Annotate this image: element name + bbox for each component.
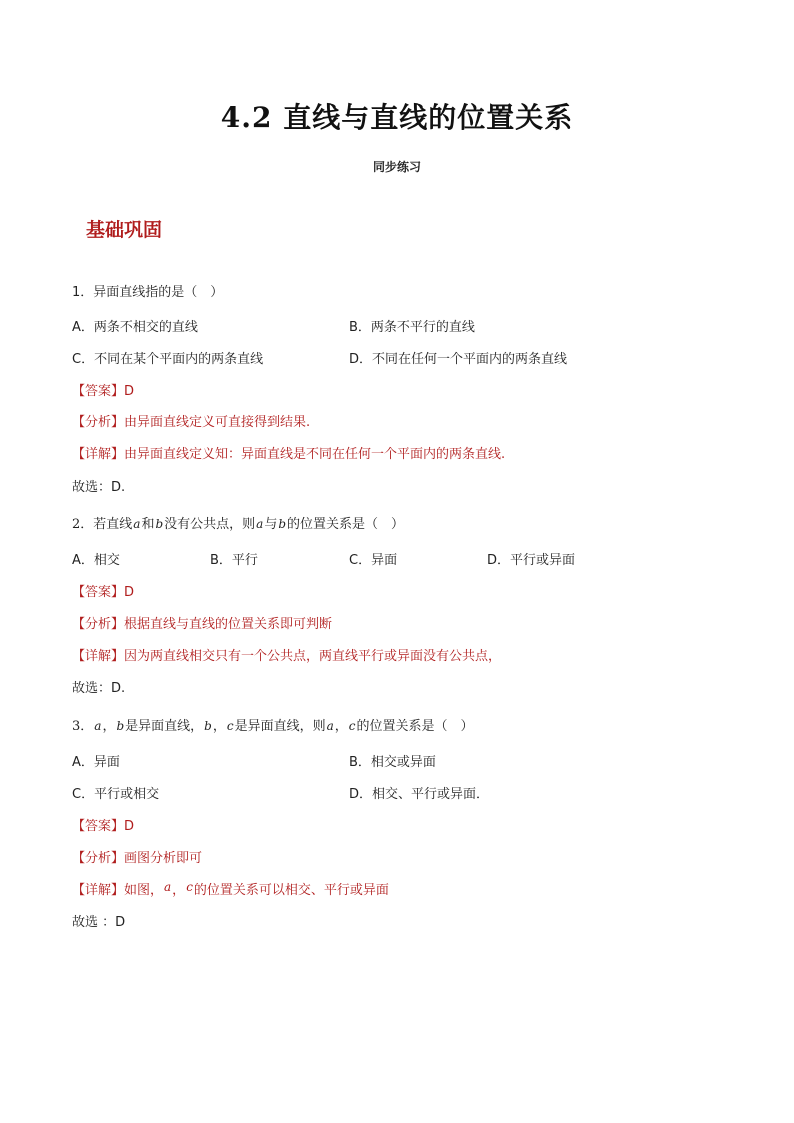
- question-1-option-c: C．不同在某个平面内的两条直线: [72, 352, 264, 367]
- question-2-stem-text-1: 若直线: [93, 517, 133, 532]
- question-2-option-b: B．平行: [210, 553, 258, 568]
- question-3-stem: [72, 717, 474, 736]
- variable-a: a: [94, 719, 102, 733]
- question-3-option-a: A．异面: [72, 755, 120, 770]
- question-2-analysis: 【分析】根据直线与直线的位置关系即可判断: [72, 617, 333, 632]
- question-2-number: 2．: [72, 517, 94, 532]
- question-3-separator: ，: [334, 719, 348, 734]
- question-2-stem-text-2: 和: [141, 517, 155, 532]
- variable-c: c: [186, 880, 193, 894]
- question-2-conclusion: 故选：D.: [72, 681, 126, 696]
- variable-b: b: [204, 719, 212, 733]
- question-3-option-c: C．平行或相交: [72, 787, 160, 802]
- question-1-answer: 【答案】D: [72, 384, 135, 399]
- question-3-conclusion: 故选 ：D: [72, 915, 126, 930]
- variable-b: b: [278, 517, 287, 531]
- variable-a: a: [326, 719, 334, 733]
- variable-a: a: [256, 517, 264, 531]
- question-1-option-a: A．两条不相交的直线: [72, 320, 198, 335]
- question-3-detail: [72, 881, 389, 900]
- question-1-detail: 【详解】由异面直线定义知：异面直线是不同在任何一个平面内的两条直线.: [72, 447, 506, 462]
- question-3-option-b: B．相交或异面: [349, 755, 436, 770]
- question-1-stem: 1．异面直线指的是（ ）: [72, 285, 224, 300]
- question-1-option-b: B．两条不平行的直线: [349, 320, 475, 335]
- question-2-stem-text-5: 的位置关系是（ ）: [287, 517, 405, 532]
- question-3-option-d: D．相交、平行或异面．: [349, 787, 490, 802]
- variable-c: c: [348, 719, 356, 733]
- question-2-stem-text-4: 与: [264, 517, 278, 532]
- variable-b: b: [155, 517, 164, 531]
- question-3-detail-separator: ，: [172, 883, 186, 898]
- question-2-stem: [72, 515, 404, 534]
- question-2-stem-text-3: 没有公共点，则: [164, 517, 256, 532]
- question-2-option-a: A．相交: [72, 553, 120, 568]
- variable-c: c: [226, 719, 234, 733]
- question-3-stem-text-3: 的位置关系是（ ）: [356, 719, 474, 734]
- question-3-detail-text-1: 【详解】如图，: [72, 883, 164, 898]
- variable-a: a: [133, 517, 141, 531]
- variable-b: b: [116, 719, 125, 733]
- question-2-option-c: C．异面: [349, 553, 398, 568]
- question-2-answer: 【答案】D: [72, 585, 135, 600]
- page-subtitle: 同步练习: [372, 160, 421, 174]
- question-3-separator: ，: [102, 719, 116, 734]
- question-3-number: 3．: [72, 719, 94, 734]
- variable-a: a: [164, 880, 172, 894]
- question-3-analysis: 【分析】画图分析即可: [72, 851, 203, 866]
- question-3-separator: ，: [212, 719, 226, 734]
- question-1-option-d: D．不同在任何一个平面内的两条直线: [349, 352, 568, 367]
- question-3-stem-text-1: 是异面直线，: [125, 719, 204, 734]
- question-1-analysis: 【分析】由异面直线定义可直接得到结果.: [72, 415, 311, 430]
- question-2-option-d: D．平行或异面: [487, 553, 576, 568]
- question-1-conclusion: 故选：D.: [72, 480, 126, 495]
- question-3-answer: 【答案】D: [72, 819, 135, 834]
- question-3-stem-text-2: 是异面直线，则: [234, 719, 326, 734]
- question-3-detail-text-2: 的位置关系可以相交、平行或异面: [193, 883, 389, 898]
- page-title: 4.2 直线与直线的位置关系: [220, 101, 574, 134]
- question-2-detail: 【详解】因为两直线相交只有一个公共点，两直线平行或异面没有公共点，: [72, 649, 502, 664]
- section-heading: 基础巩固: [86, 219, 163, 241]
